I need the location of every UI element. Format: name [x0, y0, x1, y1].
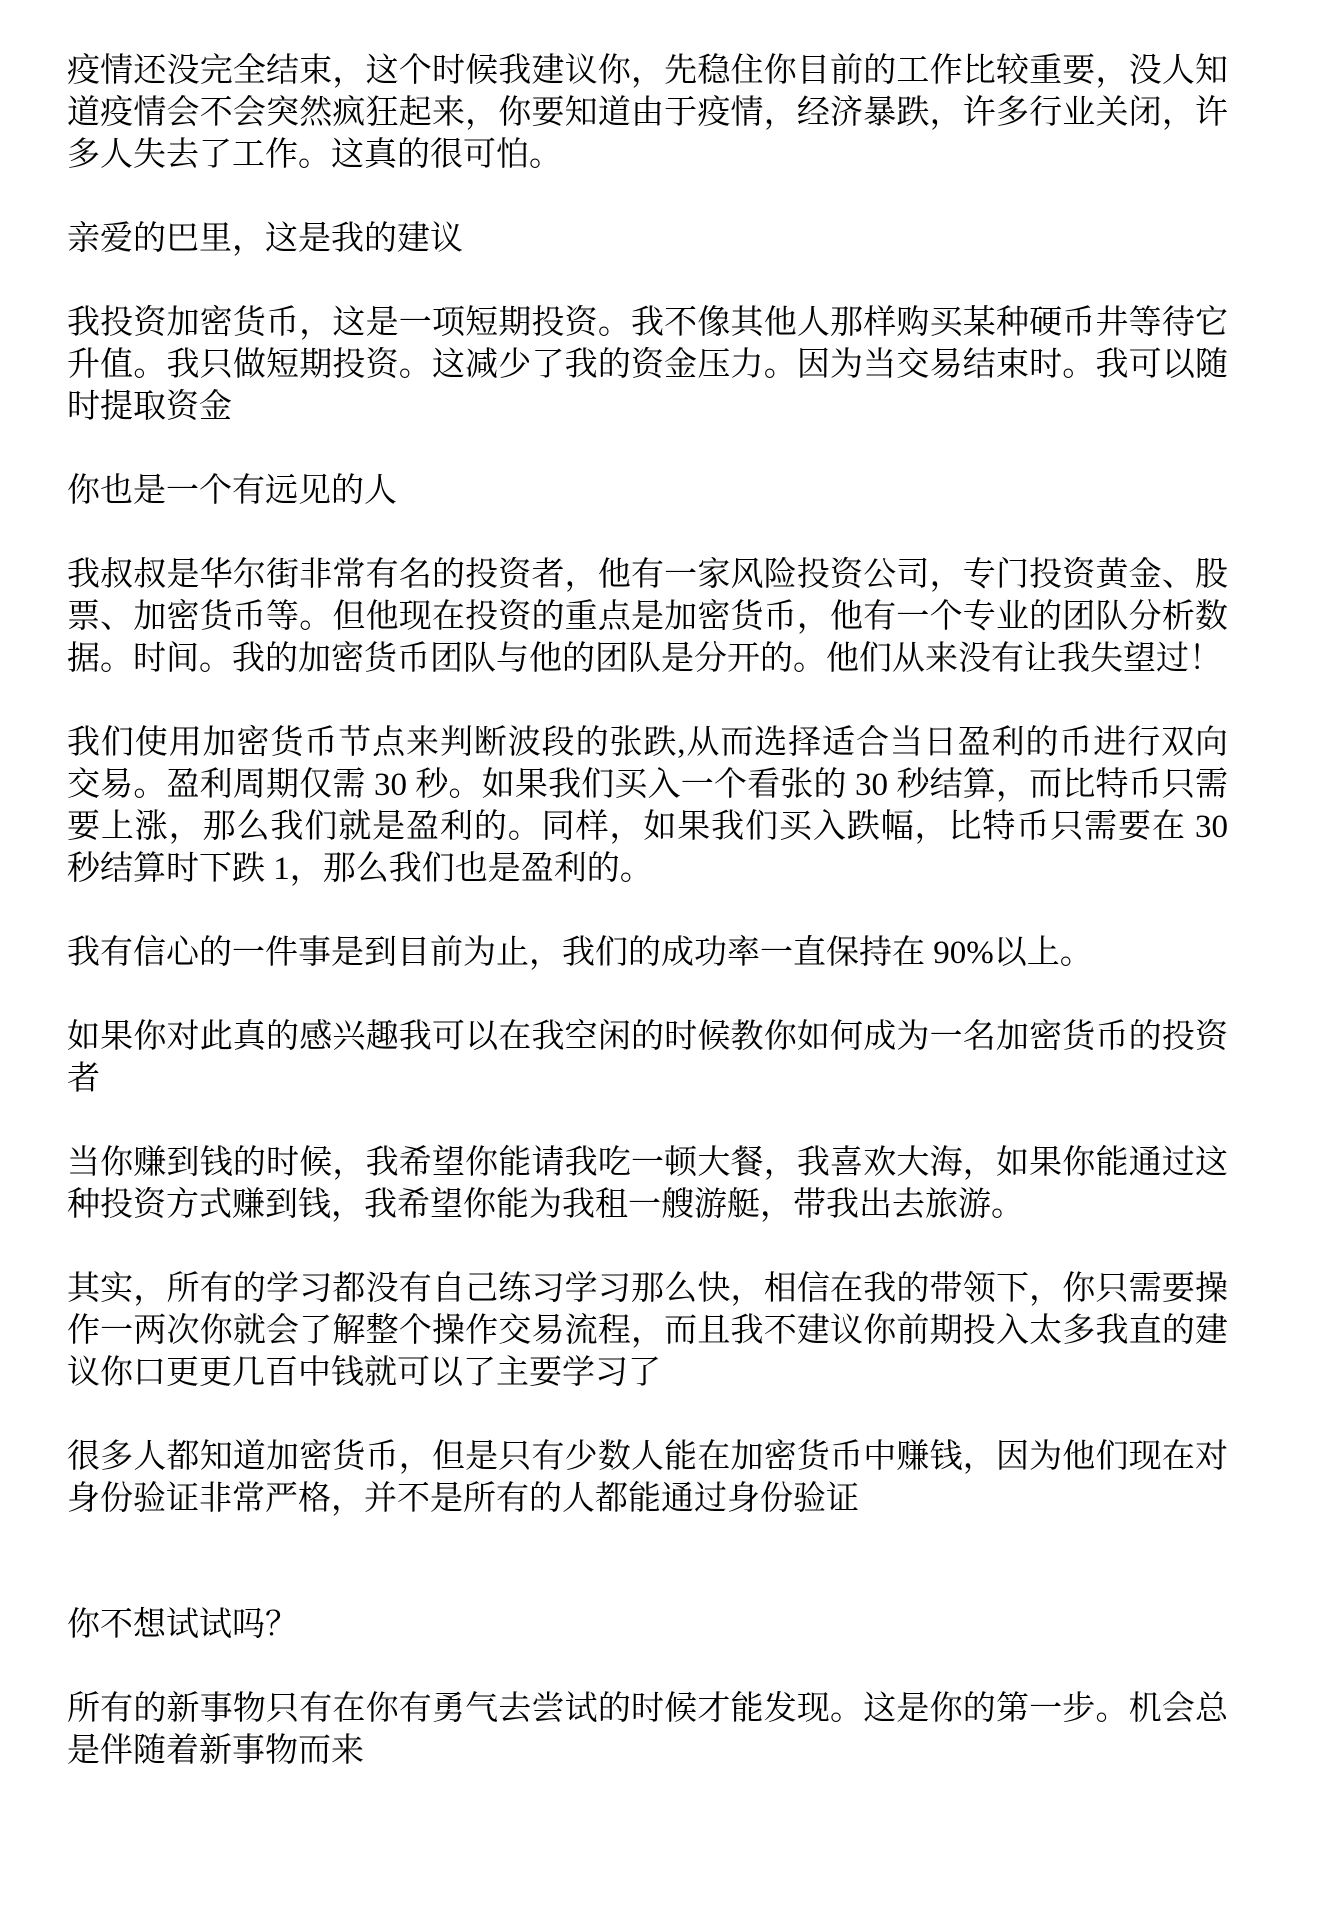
paragraph-teach-offer: 如果你对此真的感兴趣我可以在我空闲的时候教你如何成为一名加密货币的投资者 [67, 1019, 1228, 1097]
paragraph-short-term-investment: 我投资加密货币，这是一项短期投资。我不像其他人那样购买某种硬币井等待它升值。我只做短期投资。这减少了我的资金压力。因为当交易结束时。我可以随时提取资金 [67, 305, 1228, 425]
paragraph-success-rate: 我有信心的一件事是到目前为止，我们的成功率一直保持在 90%以上。 [67, 935, 1093, 971]
paragraph-uncle-wall-street: 我叔叔是华尔街非常有名的投资者，他有一家风险投资公司，专门投资黄金、股票、加密货币等。但他现在投资的重点是加密货币，他有一个专业的团队分析数据。时间。我的加密货币团队与他的团队是分开的。他们从来没有让我失望过！ [67, 557, 1228, 677]
paragraph-dinner-yacht: 当你赚到钱的时候，我希望你能请我吃一顿大餐，我喜欢大海，如果你能通过这种投资方式赚到钱，我希望你能为我租一艘游艇，带我出去旅游。 [67, 1145, 1228, 1223]
paragraph-dear-barry: 亲爱的巴里，这是我的建议 [67, 221, 463, 257]
paragraph-new-things: 所有的新事物只有在你有勇气去尝试的时候才能发现。这是你的第一步。机会总是伴随着新事物而来 [67, 1691, 1228, 1769]
paragraph-visionary: 你也是一个有远见的人 [67, 473, 397, 509]
paragraph-practice-learning: 其实，所有的学习都没有自己练习学习那么快，相信在我的带领下，你只需要操作一两次你就会了解整个操作交易流程，而且我不建议你前期投入太多我直的建议你口更更几百中钱就可以了主要学习了 [67, 1271, 1228, 1391]
paragraph-identity-verification: 很多人都知道加密货币，但是只有少数人能在加密货币中赚钱，因为他们现在对身份验证非常严格，并不是所有的人都能通过身份验证 [67, 1439, 1228, 1517]
paragraph-want-to-try: 你不想试试吗？ [67, 1607, 298, 1643]
paragraph-pandemic-warning: 疫情还没完全结束，这个时候我建议你，先稳住你目前的工作比较重要，没人知道疫情会不会突然疯狂起来，你要知道由于疫情，经济暴跌，许多行业关闭，许多人失去了工作。这真的很可怕。 [67, 53, 1228, 173]
paragraph-crypto-node-trading: 我们使用加密货币节点来判断波段的张跌,从而选择适合当日盈利的币进行双向交易。盈利周期仅需 30 秒。如果我们买入一个看张的 30 秒结算，而比特币只需要上涨，那么我们就是盈利的。同样，如果我们买入跌幅，比特币只需要在 30 秒结算时下跌 1，那么我们也是盈利的。 [67, 725, 1228, 887]
